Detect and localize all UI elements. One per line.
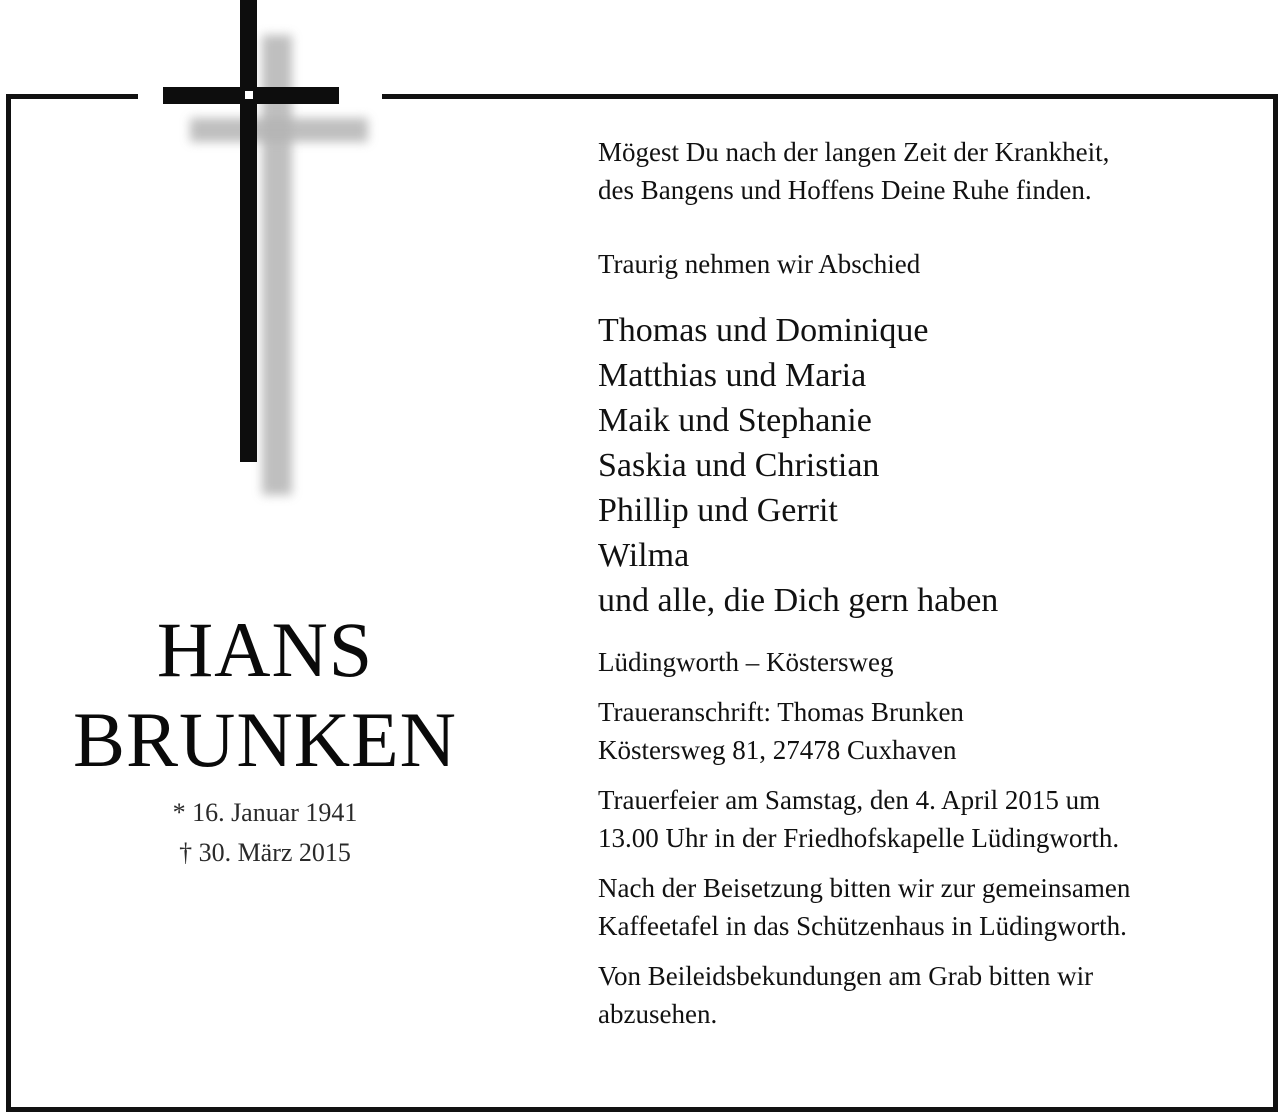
- notice-text: [598, 133, 1258, 1033]
- address-line: Traueranschrift: Thomas Brunken: [598, 697, 964, 727]
- funeral-line: 13.00 Uhr in der Friedhofskapelle Lüdingworth.: [598, 823, 1120, 853]
- farewell-intro: Traurig nehmen wir Abschied: [598, 249, 921, 279]
- cross-center-highlight: [245, 91, 253, 99]
- condolences-note: [598, 957, 1258, 1033]
- mourners-list: [598, 308, 1258, 623]
- mourner: und alle, die Dich gern haben: [598, 582, 999, 619]
- reception-line: Nach der Beisetzung bitten wir zur gemeinsamen: [598, 873, 1131, 903]
- deceased-block: [30, 605, 500, 873]
- condolences-line: abzusehen.: [598, 999, 718, 1029]
- frame-right: [1273, 94, 1278, 1112]
- reception: [598, 869, 1258, 945]
- funeral-service: [598, 781, 1258, 857]
- mourner: Maik und Stephanie: [598, 402, 872, 439]
- frame-top-left: [6, 94, 138, 99]
- address-line: Köstersweg 81, 27478 Cuxhaven: [598, 735, 957, 765]
- frame-left: [6, 94, 11, 1112]
- location: Lüdingworth – Köstersweg: [598, 647, 894, 677]
- condolences-line: Von Beileidsbekundungen am Grab bitten wir: [598, 961, 1094, 991]
- birth-date: * 16. Januar 1941: [172, 798, 358, 827]
- cross-shadow-horizontal: [190, 118, 368, 142]
- death-date: † 30. März 2015: [179, 838, 351, 867]
- first-name: HANS: [156, 606, 374, 693]
- last-name: BRUNKEN: [72, 696, 457, 783]
- motto-line: Mögest Du nach der langen Zeit der Krankheit,: [598, 137, 1110, 167]
- reception-line: Kaffeetafel in das Schützenhaus in Lüdingworth.: [598, 911, 1127, 941]
- frame-top-right: [382, 94, 1278, 99]
- mourning-address: [598, 693, 1258, 769]
- cross-shadow-vertical: [262, 35, 292, 495]
- mourner: Phillip und Gerrit: [598, 492, 838, 529]
- motto: [598, 133, 1258, 209]
- life-dates: [30, 793, 500, 873]
- mourner: Thomas und Dominique: [598, 312, 929, 349]
- mourner: Matthias und Maria: [598, 357, 867, 394]
- frame-bottom: [6, 1107, 1278, 1112]
- mourner: Saskia und Christian: [598, 447, 880, 484]
- motto-line: des Bangens und Hoffens Deine Ruhe finden.: [598, 175, 1092, 205]
- cross-vertical-beam: [240, 0, 257, 462]
- funeral-line: Trauerfeier am Samstag, den 4. April 2015 um: [598, 785, 1101, 815]
- mourner: Wilma: [598, 537, 690, 574]
